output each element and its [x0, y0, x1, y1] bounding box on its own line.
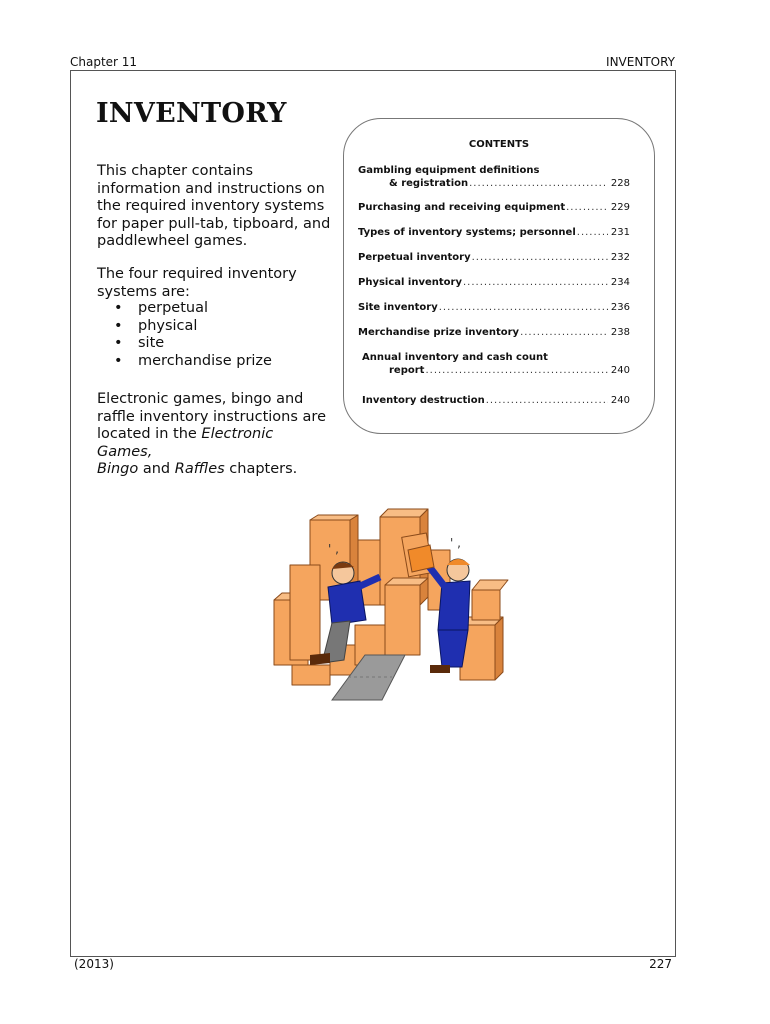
toc-page: 236 — [610, 302, 630, 313]
bullet-icon: • — [114, 335, 123, 351]
footer-year: (2013) — [74, 957, 114, 971]
toc-entry-merchandise-prize[interactable]: Merchandise prize inventory ..... 238 — [358, 326, 630, 339]
bullet-icon: • — [114, 352, 123, 369]
toc-page: 240 — [610, 365, 630, 376]
toc-entry-physical[interactable]: Physical inventory ..... 234 — [358, 276, 630, 289]
toc-entry-inventory-types[interactable]: Types of inventory systems; personnel ..... 231 — [358, 226, 630, 239]
toc-page: 228 — [610, 178, 630, 189]
svg-text:' ,: ' , — [328, 542, 339, 556]
leader-dots — [469, 177, 608, 190]
chapter-label: Chapter 11 — [70, 55, 138, 69]
toc-page: 229 — [610, 202, 630, 213]
toc-page: 240 — [610, 395, 630, 406]
toc-page: 231 — [610, 227, 630, 238]
contents-title: CONTENTS — [468, 139, 530, 150]
toc-entry-site[interactable]: Site inventory ..... 236 — [358, 301, 630, 314]
toc-page: 232 — [610, 252, 630, 263]
toc-entry-purchasing[interactable]: Purchasing and receiving equipment ..... 229 — [358, 201, 630, 214]
list-item: • merchandise prize — [114, 352, 272, 369]
leader-dots — [520, 326, 608, 339]
contents-box — [343, 118, 655, 434]
page-number: 227 — [649, 957, 672, 971]
list-item: • site — [114, 335, 165, 351]
toc-entry-perpetual[interactable]: Perpetual inventory ..... 232 — [358, 251, 630, 264]
section-label: INVENTORY — [606, 55, 675, 69]
svg-text:' ,: ' , — [450, 536, 461, 550]
other-games-paragraph: Electronic games, bingo and raffle inventory instructions are located in the Electronic Games, Bingo and Raffles chapters. — [97, 391, 326, 477]
systems-list — [114, 300, 272, 370]
electronic-games-chapter-ref: Electronic Games, — [97, 426, 274, 460]
leader-dots — [566, 201, 608, 214]
page-title: INVENTORY — [96, 98, 287, 129]
toc-page: 234 — [610, 277, 630, 288]
workers-with-boxes-illustration — [270, 495, 515, 705]
toc-entry-equipment-definitions[interactable]: Gambling equipment definitions & registration ..... 228 — [358, 164, 630, 190]
systems-intro: The four required inventory systems are: — [97, 266, 297, 300]
list-item: • physical — [114, 317, 198, 334]
leader-dots — [439, 301, 608, 314]
leader-dots — [472, 251, 608, 264]
leader-dots — [463, 276, 608, 289]
bingo-chapter-ref: Bingo — [97, 461, 139, 477]
toc-entry-annual-inventory[interactable]: Annual inventory and cash count report ..... 240 — [362, 351, 630, 377]
intro-paragraph: This chapter contains information and instructions on the required inventory systems for paper pull-tab, tipboard, and paddlewheel games. — [97, 163, 331, 249]
worker-right — [428, 559, 470, 673]
toc-page: 238 — [610, 327, 630, 338]
raffles-chapter-ref: Raffles — [174, 461, 225, 477]
list-item: • perpetual — [114, 300, 209, 316]
leader-dots — [425, 364, 607, 377]
bullet-icon: • — [114, 317, 123, 334]
toc-entry-destruction[interactable]: Inventory destruction ..... 240 — [362, 394, 630, 407]
leader-dots — [577, 226, 608, 239]
leader-dots — [486, 394, 608, 407]
bullet-icon: • — [114, 300, 123, 316]
